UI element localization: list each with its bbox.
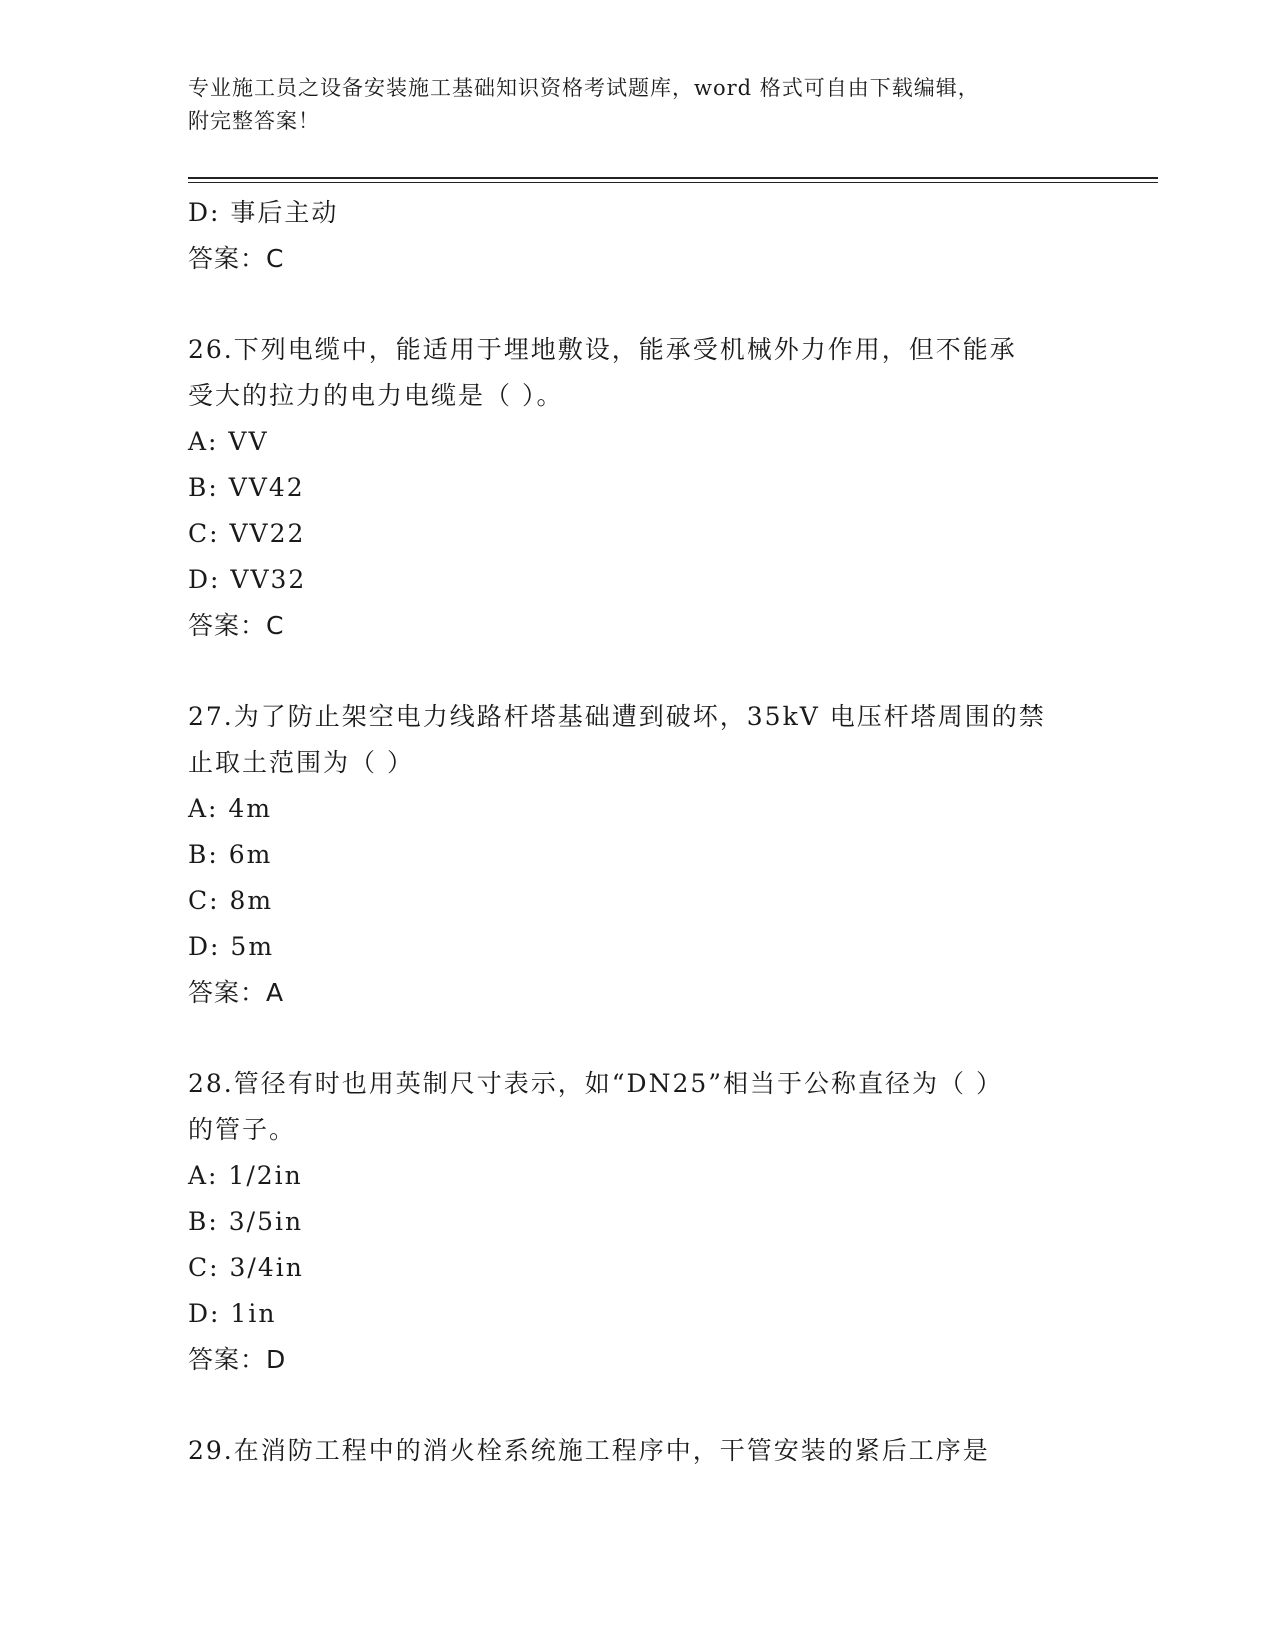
question-text-line-2: 止取土范围为（ ） — [188, 748, 414, 777]
question-block-prev — [188, 190, 1088, 282]
option-d: D: 1in — [188, 1299, 277, 1328]
option-d: D: 事后主动 — [188, 198, 339, 227]
question-block-29 — [188, 1428, 1088, 1474]
question-text-line-1: 28.管径有时也用英制尺寸表示，如“DN25”相当于公称直径为（ ） — [188, 1069, 1003, 1098]
option-a: A: 4m — [188, 794, 273, 823]
answer-line: 答案：D — [188, 1345, 287, 1374]
header-divider-thick — [188, 177, 1158, 179]
option-d: D: VV32 — [188, 565, 307, 594]
option-c: C: VV22 — [188, 519, 306, 548]
question-text-line-1: 29.在消防工程中的消火栓系统施工程序中，干管安装的紧后工序是 — [188, 1436, 990, 1465]
answer-line: 答案：A — [188, 978, 285, 1007]
question-text-line-2: 受大的拉力的电力电缆是（ ）。 — [188, 381, 564, 410]
option-c: C: 3/4in — [188, 1253, 304, 1282]
spacer — [188, 1016, 1088, 1061]
page-header — [188, 72, 1088, 138]
option-b: B: VV42 — [188, 473, 305, 502]
question-text-line-2: 的管子。 — [188, 1115, 297, 1144]
spacer — [188, 1383, 1088, 1428]
spacer — [188, 282, 1088, 327]
answer-line: 答案：C — [188, 244, 285, 273]
question-text-line-1: 26.下列电缆中，能适用于埋地敷设，能承受机械外力作用，但不能承 — [188, 335, 1017, 364]
option-c: C: 8m — [188, 886, 274, 915]
header-line-1: 专业施工员之设备安装施工基础知识资格考试题库，word 格式可自由下载编辑， — [188, 76, 980, 100]
option-b: B: 3/5in — [188, 1207, 304, 1236]
option-d: D: 5m — [188, 932, 275, 961]
option-a: A: VV — [188, 427, 269, 456]
question-block-27 — [188, 694, 1088, 1016]
option-b: B: 6m — [188, 840, 273, 869]
spacer — [188, 649, 1088, 694]
document-page — [188, 0, 1158, 1650]
question-block-28 — [188, 1061, 1088, 1383]
question-block-26 — [188, 327, 1088, 649]
question-text-line-1: 27.为了防止架空电力线路杆塔基础遭到破坏，35kV 电压杆塔周围的禁 — [188, 702, 1046, 731]
option-a: A: 1/2in — [188, 1161, 303, 1190]
answer-line: 答案：C — [188, 611, 285, 640]
header-line-2: 附完整答案！ — [188, 109, 320, 133]
question-list — [188, 190, 1088, 1474]
header-divider-thin — [188, 182, 1158, 183]
